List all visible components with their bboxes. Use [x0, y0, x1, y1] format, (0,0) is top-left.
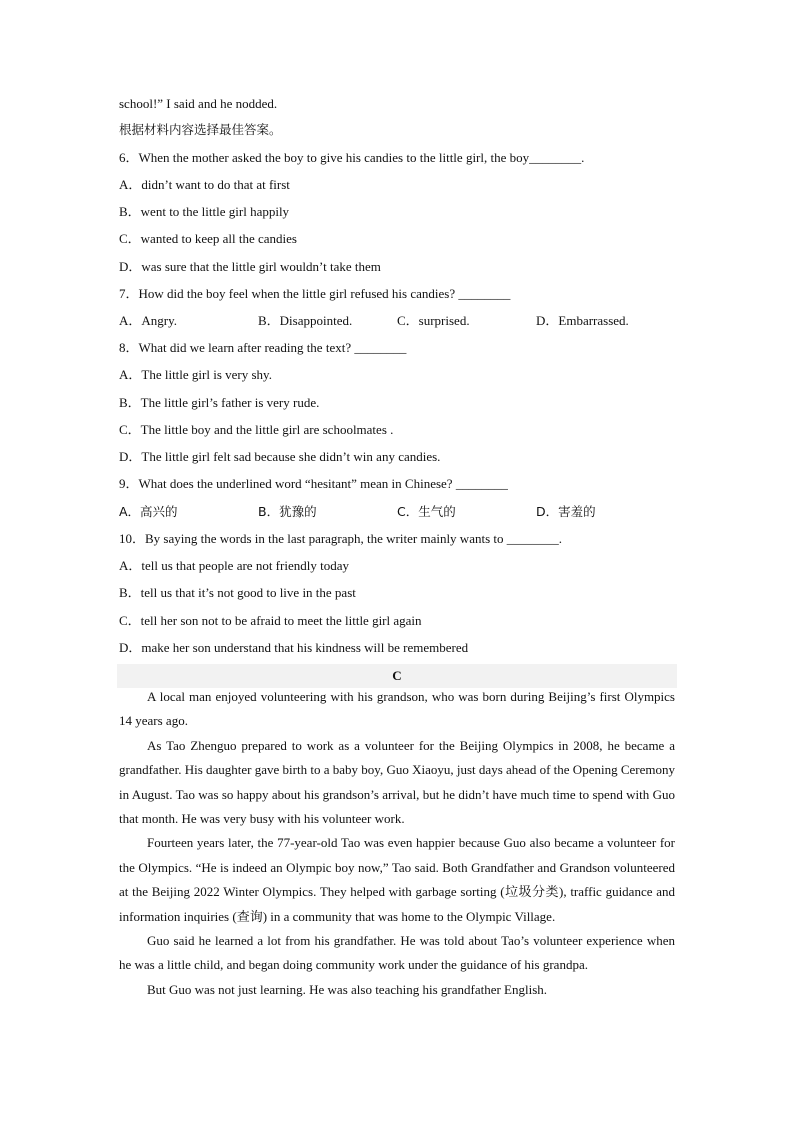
passage-paragraph: Fourteen years later, the 77-year-old Tao was even happier because Guo also became a volunteer for the Olympics. “He is indeed an Olympic boy now,” Tao said. Both Grandfather and Grandson volunteered at the Beijing 2022 Winter Olympics. They helped with garbage sorting (垃圾分类), traffic guidance and information inquiries (查询) in a community that was home to the Olympic Village.	[119, 835, 675, 924]
section-letter: C	[392, 668, 402, 683]
passage-paragraph: A local man enjoyed volunteering with his grandson, who was born during Beijing’s first Olympics 14 years ago.	[119, 689, 675, 729]
question-9-option-c[interactable]: C．生气的	[397, 504, 456, 519]
question-6-option-b[interactable]: B．went to the little girl happily	[119, 204, 290, 219]
question-7-option-c[interactable]: C．surprised.	[397, 313, 470, 328]
question-9-option-d[interactable]: D．害羞的	[536, 504, 596, 519]
instruction: 根据材料内容选择最佳答案。	[119, 122, 282, 137]
question-8-option-c[interactable]: C．The little boy and the little girl are schoolmates .	[119, 422, 394, 437]
question-8-option-b[interactable]: B．The little girl’s father is very rude.	[119, 395, 320, 410]
question-7-option-b[interactable]: B．Disappointed.	[258, 313, 353, 328]
question-10-option-b[interactable]: B．tell us that it’s not good to live in the past	[119, 585, 356, 600]
question-6-option-c[interactable]: C．wanted to keep all the candies	[119, 231, 297, 246]
question-8-option-d[interactable]: D．The little girl felt sad because she didn’t win any candies.	[119, 449, 441, 464]
question-7-stem: 7．How did the boy feel when the little girl refused his candies? ________	[119, 286, 511, 301]
question-6-option-a[interactable]: A．didn’t want to do that at first	[119, 177, 290, 192]
passage-paragraph: But Guo was not just learning. He was also teaching his grandfather English.	[147, 981, 548, 997]
question-6-option-d[interactable]: D．was sure that the little girl wouldn’t take them	[119, 259, 381, 274]
question-9-option-b[interactable]: B．犹豫的	[258, 504, 317, 519]
passage-paragraph: Guo said he learned a lot from his grandfather. He was told about Tao’s volunteer experience when he was a little child, and began doing community work under the guidance of his grandpa.	[119, 933, 675, 973]
passage-paragraph: As Tao Zhenguo prepared to work as a volunteer for the Beijing Olympics in 2008, he became a grandfather. His daughter gave birth to a baby boy, Guo Xiaoyu, just days ahead of the Opening Ceremony in August. Tao was so happy about his grandson’s arrival, but he didn’t have much time to spend with Guo that month. He was very busy with his volunteer work.	[119, 737, 675, 827]
question-10-option-a[interactable]: A．tell us that people are not friendly today	[119, 558, 349, 573]
question-9-option-a[interactable]: A．高兴的	[119, 504, 178, 519]
question-7-option-a[interactable]: A．Angry.	[119, 313, 178, 328]
question-7-option-d[interactable]: D．Embarrassed.	[536, 313, 629, 328]
question-10-stem: 10．By saying the words in the last paragraph, the writer mainly wants to ________.	[119, 531, 563, 546]
passage-tail: school!” I said and he nodded.	[119, 96, 278, 111]
question-8-option-a[interactable]: A．The little girl is very shy.	[119, 367, 272, 382]
question-6-stem: 6．When the mother asked the boy to give his candies to the little girl, the boy________.	[119, 150, 585, 165]
question-9-stem: 9．What does the underlined word “hesitant” mean in Chinese? ________	[119, 476, 508, 491]
passage-c	[119, 685, 675, 1002]
question-10-option-c[interactable]: C．tell her son not to be afraid to meet the little girl again	[119, 613, 422, 628]
question-8-stem: 8．What did we learn after reading the text? ________	[119, 340, 407, 355]
question-10-option-d[interactable]: D．make her son understand that his kindness will be remembered	[119, 640, 469, 655]
